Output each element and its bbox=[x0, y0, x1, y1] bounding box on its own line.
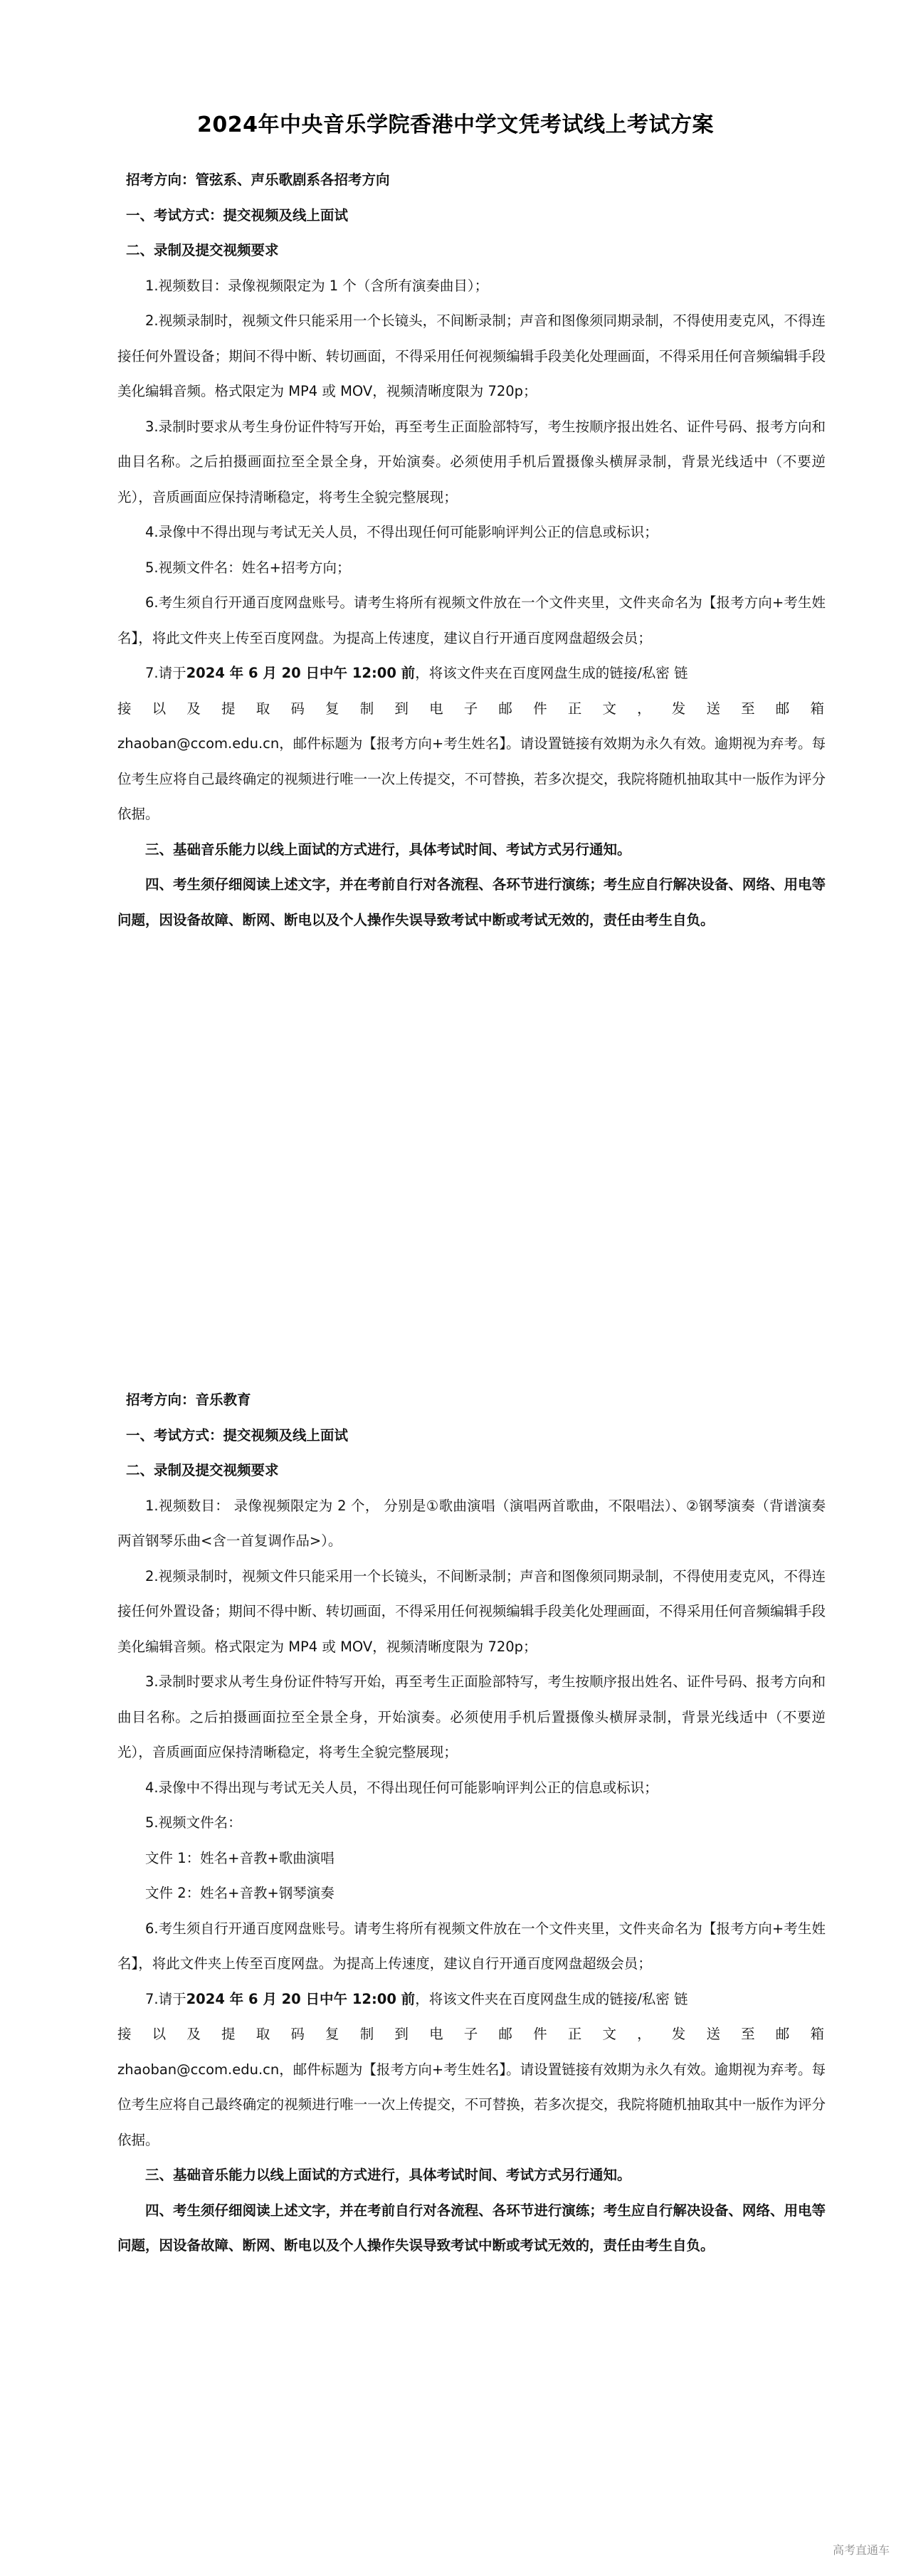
basic-ability-notice: 三、基础音乐能力以线上面试的方式进行，具体考试时间、考试方式另行通知。 bbox=[145, 841, 631, 858]
deadline-line1-rest: ，将该文件夹在百度网盘生成的链接/私密 链 bbox=[415, 665, 688, 681]
watermark: 高考直通车 bbox=[832, 2543, 890, 2557]
item-video-count: 1.视频数目： 录像视频限定为 2 个， 分别是①歌曲演唱（演唱两首歌曲，不限唱法）、②钢琴演奏（背谱演奏两首钢琴乐曲<含一首复调作品>）。 bbox=[117, 1497, 826, 1549]
item-deadline-line2: 接以及提取码复制到电子邮件正文，发送至邮箱 bbox=[117, 2026, 826, 2042]
item-video-count: 1.视频数目：录像视频限定为 1 个（含所有演奏曲目）； bbox=[145, 277, 489, 294]
item-deadline-email: zhaoban@ccom.edu.cn，邮件标题为【报考方向+考生姓名】。请设置链接有效期为永久有效。逾期视为弃考。每位考生应将自己最终确定的视频进行唯一一次上传提交，不可替换，若多次提交，我院将随机抽取其中一版作为评分依据。 bbox=[117, 2061, 826, 2148]
responsibility-notice: 四、考生须仔细阅读上述文字，并在考前自行对各流程、各环节进行演练；考生应自行解决设备、网络、用电等问题，因设备故障、断网、断电以及个人操作失误导致考试中断或考试无效的，责任由考生自负。 bbox=[117, 876, 826, 928]
item-recording-rules: 2.视频录制时，视频文件只能采用一个长镜头，不间断录制；声音和图像须同期录制，不得使用麦克风，不得连接任何外置设备；期间不得中断、转切画面，不得采用任何视频编辑手段美化处理画面，不得采用任何音频编辑手段美化编辑音频。格式限定为 MP4 或 MOV，视频清晰度限为 720p； bbox=[117, 1567, 826, 1655]
deadline-date: 2024 年 6 月 20 日中午 12:00 前 bbox=[186, 1990, 416, 2007]
basic-ability-notice: 三、基础音乐能力以线上面试的方式进行，具体考试时间、考试方式另行通知。 bbox=[145, 2167, 631, 2183]
deadline-line1-rest: ，将该文件夹在百度网盘生成的链接/私密 链 bbox=[415, 1990, 688, 2007]
item-baidu-netdisk: 6.考生须自行开通百度网盘账号。请考生将所有视频文件放在一个文件夹里，文件夹命名为【报考方向+考生姓名】，将此文件夹上传至百度网盘。为提高上传速度，建议自行开通百度网盘超级会员； bbox=[117, 1920, 826, 1972]
direction-heading: 招考方向：管弦系、声乐歌剧系各招考方向 bbox=[126, 172, 390, 188]
exam-method-heading: 一、考试方式：提交视频及线上面试 bbox=[126, 206, 349, 224]
deadline-prefix: 7.请于 bbox=[145, 665, 186, 681]
section-orchestral-vocal bbox=[117, 162, 826, 937]
direction-heading: 招考方向：音乐教育 bbox=[126, 1392, 251, 1408]
item-deadline-email: zhaoban@ccom.edu.cn，邮件标题为【报考方向+考生姓名】。请设置链接有效期为永久有效。逾期视为弃考。每位考生应将自己最终确定的视频进行唯一一次上传提交，不可替换，若多次提交，我院将随机抽取其中一版作为评分依据。 bbox=[117, 735, 826, 822]
page-title: 2024年中央音乐学院香港中学文凭考试线上考试方案 bbox=[197, 112, 714, 138]
responsibility-notice: 四、考生须仔细阅读上述文字，并在考前自行对各流程、各环节进行演练；考生应自行解决设备、网络、用电等问题，因设备故障、断网、断电以及个人操作失误导致考试中断或考试无效的，责任由考生自负。 bbox=[117, 2202, 826, 2254]
item-baidu-netdisk: 6.考生须自行开通百度网盘账号。请考生将所有视频文件放在一个文件夹里，文件夹命名为【报考方向+考生姓名】，将此文件夹上传至百度网盘。为提高上传速度，建议自行开通百度网盘超级会员； bbox=[117, 594, 826, 646]
deadline-date: 2024 年 6 月 20 日中午 12:00 前 bbox=[186, 665, 416, 681]
file-name-1: 文件 1：姓名+音教+歌曲演唱 bbox=[145, 1849, 335, 1866]
item-no-unrelated-persons: 4.录像中不得出现与考试无关人员，不得出现任何可能影响评判公正的信息或标识； bbox=[145, 1779, 658, 1796]
item-recording-sequence: 3.录制时要求从考生身份证件特写开始，再至考生正面脸部特写，考生按顺序报出姓名、证件号码、报考方向和曲目名称。之后拍摄画面拉至全景全身，开始演奏。必须使用手机后置摄像头横屏录制，背景光线适中（不要逆光），音质画面应保持清晰稳定，将考生全貌完整展现； bbox=[117, 1673, 826, 1760]
item-file-name: 5.视频文件名： bbox=[145, 1814, 242, 1831]
item-deadline-line1 bbox=[117, 656, 826, 691]
requirements-heading: 二、录制及提交视频要求 bbox=[126, 242, 279, 258]
file-name-2: 文件 2：姓名+音教+钢琴演奏 bbox=[145, 1885, 335, 1901]
item-recording-rules: 2.视频录制时，视频文件只能采用一个长镜头，不间断录制；声音和图像须同期录制，不得使用麦克风，不得连接任何外置设备；期间不得中断、转切画面，不得采用任何视频编辑手段美化处理画面，不得采用任何音频编辑手段美化编辑音频。格式限定为 MP4 或 MOV，视频清晰度限为 720p； bbox=[117, 312, 826, 399]
item-recording-sequence: 3.录制时要求从考生身份证件特写开始，再至考生正面脸部特写，考生按顺序报出姓名、证件号码、报考方向和曲目名称。之后拍摄画面拉至全景全身，开始演奏。必须使用手机后置摄像头横屏录制，背景光线适中（不要逆光），音质画面应保持清晰稳定，将考生全貌完整展现； bbox=[117, 418, 826, 505]
item-deadline-line1 bbox=[117, 1982, 826, 2017]
exam-method-heading: 一、考试方式：提交视频及线上面试 bbox=[126, 1426, 349, 1444]
item-no-unrelated-persons: 4.录像中不得出现与考试无关人员，不得出现任何可能影响评判公正的信息或标识； bbox=[145, 524, 658, 540]
section-music-education bbox=[117, 1382, 826, 2264]
item-file-name: 5.视频文件名：姓名+招考方向； bbox=[145, 559, 351, 576]
deadline-prefix: 7.请于 bbox=[145, 1990, 186, 2007]
item-deadline-line2: 接以及提取码复制到电子邮件正文，发送至邮箱 bbox=[117, 700, 826, 717]
requirements-heading: 二、录制及提交视频要求 bbox=[126, 1462, 279, 1478]
